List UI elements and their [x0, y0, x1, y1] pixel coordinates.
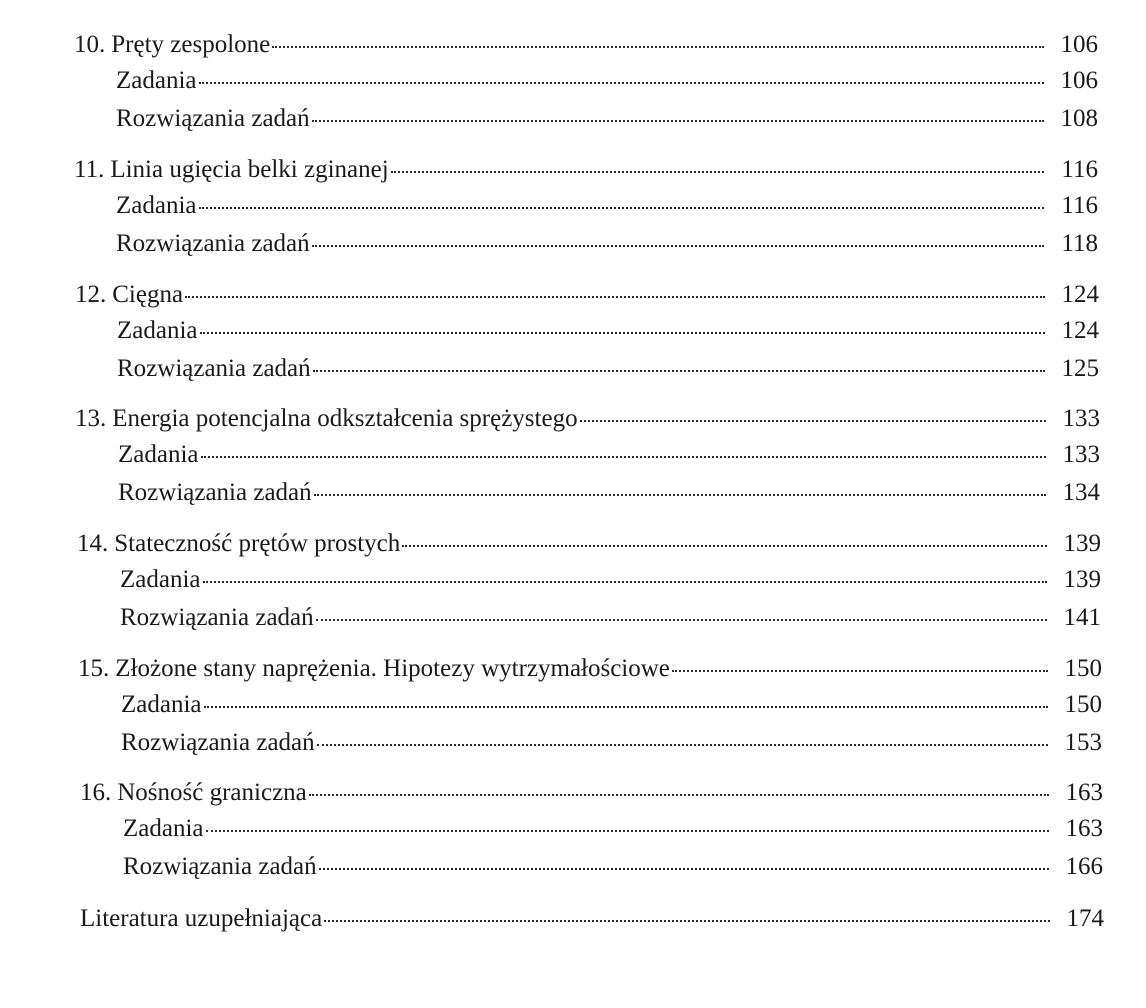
dot-leader	[314, 494, 1046, 496]
toc-entry-bibliography	[80, 904, 1104, 934]
toc-entry-title: Rozwiązania zadań	[116, 230, 310, 257]
dot-leader	[317, 744, 1048, 746]
toc-entry-chapter-11	[74, 155, 1098, 185]
toc-entry-subsection	[117, 316, 1099, 346]
dot-leader	[324, 920, 1050, 922]
toc-entry-title: Rozwiązania zadań	[123, 853, 317, 880]
toc-entry-title: Zadania	[118, 441, 199, 468]
toc-entry-chapter-16	[80, 778, 1103, 808]
toc-chapter-number: 16.	[80, 779, 112, 806]
dot-leader	[402, 545, 1047, 547]
toc-page-number: 166	[1065, 853, 1103, 880]
toc-chapter-number: 14.	[77, 530, 109, 557]
dot-leader	[199, 82, 1044, 84]
dot-leader	[391, 171, 1044, 173]
dot-leader	[316, 619, 1047, 621]
toc-entry-title: Zadania	[120, 566, 201, 593]
toc-entry-title: Rozwiązania zadań	[118, 479, 312, 506]
toc-entry-subsection	[116, 229, 1098, 259]
toc-entry-title: Pręty zespolone	[111, 31, 271, 58]
toc-chapter-number: 11.	[74, 156, 105, 183]
toc-entry-subsection	[123, 852, 1103, 882]
toc-entry-title: Nośność graniczna	[117, 779, 307, 806]
toc-page-number: 133	[1062, 405, 1100, 432]
toc-entry-subsection	[121, 690, 1102, 720]
toc-page-number: 163	[1065, 779, 1103, 806]
toc-entry-title: Rozwiązania zadań	[117, 355, 311, 382]
toc-entry-title: Zadania	[116, 67, 197, 94]
toc-page-number: 150	[1064, 655, 1102, 682]
dot-leader	[201, 456, 1046, 458]
toc-entry-title: Zadania	[123, 815, 204, 842]
dot-leader	[672, 670, 1048, 672]
toc-page-number: 106	[1060, 31, 1098, 58]
toc-page-number: 108	[1060, 105, 1098, 132]
toc-page-number: 124	[1061, 281, 1099, 308]
toc-entry-chapter-12	[75, 280, 1099, 310]
toc-entry-title: Rozwiązania zadań	[121, 729, 315, 756]
toc-page-number: 141	[1063, 604, 1101, 631]
toc-page-number: 153	[1064, 729, 1102, 756]
toc-chapter-number: 10.	[74, 31, 106, 58]
dot-leader	[200, 332, 1045, 334]
toc-entry-subsection	[117, 354, 1099, 384]
toc-entry-subsection	[121, 728, 1102, 758]
dot-leader	[203, 581, 1047, 583]
toc-entry-subsection	[123, 814, 1103, 844]
toc-page-number: 174	[1066, 905, 1104, 932]
toc-entry-title: Literatura uzupełniająca	[80, 905, 323, 932]
toc-entry-subsection	[116, 104, 1098, 134]
toc-entry-chapter-14	[77, 529, 1101, 559]
toc-entry-title: Rozwiązania zadań	[116, 105, 310, 132]
toc-page-number: 163	[1065, 815, 1103, 842]
toc-page-number: 150	[1064, 691, 1102, 718]
dot-leader	[204, 706, 1048, 708]
toc-page-number: 116	[1061, 156, 1098, 183]
toc-entry-chapter-10	[74, 30, 1098, 60]
toc-page-number: 139	[1063, 530, 1101, 557]
toc-entry-title: Cięgna	[112, 281, 184, 308]
toc-entry-title: Zadania	[117, 317, 198, 344]
dot-leader	[319, 868, 1049, 870]
toc-page-number: 106	[1060, 67, 1098, 94]
toc-page-number: 125	[1061, 355, 1099, 382]
toc-entry-title: Rozwiązania zadań	[120, 604, 314, 631]
toc-entry-subsection	[116, 66, 1098, 96]
dot-leader	[199, 207, 1044, 209]
toc-page-number: 118	[1061, 230, 1098, 257]
dot-leader	[312, 245, 1044, 247]
toc-entry-title: Energia potencjalna odkształcenia sprężystego	[112, 405, 578, 432]
toc-page-number: 116	[1061, 192, 1098, 219]
toc-entry-chapter-15	[78, 654, 1102, 684]
toc-entry-title: Zadania	[116, 192, 197, 219]
dot-leader	[272, 46, 1044, 48]
toc-entry-subsection	[120, 603, 1101, 633]
toc-entry-title: Stateczność prętów prostych	[114, 530, 401, 557]
toc-chapter-number: 13.	[75, 405, 107, 432]
toc-chapter-number: 12.	[75, 281, 107, 308]
dot-leader	[309, 794, 1049, 796]
toc-entry-subsection	[116, 191, 1098, 221]
toc-entry-chapter-13	[75, 404, 1100, 434]
toc-entry-subsection	[120, 565, 1101, 595]
dot-leader	[580, 420, 1046, 422]
toc-page-number: 134	[1062, 479, 1100, 506]
dot-leader	[206, 830, 1049, 832]
toc-entry-subsection	[118, 440, 1100, 470]
toc-page-number: 139	[1063, 566, 1101, 593]
dot-leader	[185, 296, 1045, 298]
toc-page-number: 133	[1062, 441, 1100, 468]
toc-entry-title: Złożone stany naprężenia. Hipotezy wytrzymałościowe	[115, 655, 670, 682]
dot-leader	[312, 120, 1044, 122]
dot-leader	[313, 370, 1045, 372]
toc-chapter-number: 15.	[78, 655, 110, 682]
toc-entry-title: Zadania	[121, 691, 202, 718]
toc-entry-title: Linia ugięcia belki zginanej	[110, 156, 389, 183]
toc-entry-subsection	[118, 478, 1100, 508]
toc-page-number: 124	[1061, 317, 1099, 344]
